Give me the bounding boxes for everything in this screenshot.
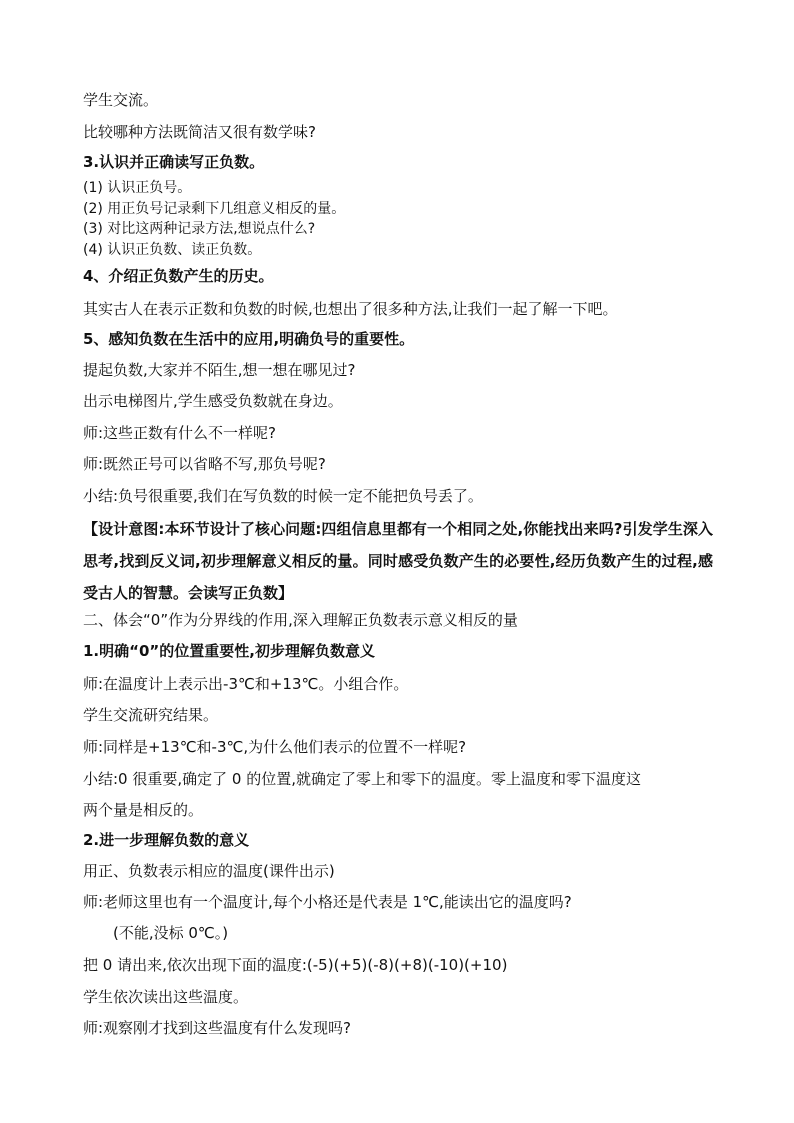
text-line: 其实古人在表示正数和负数的时候,也想出了很多种方法,让我们一起了解一下吧。 <box>83 300 618 318</box>
section-heading: 1.明确“0”的位置重要性,初步理解负数意义 <box>83 642 375 660</box>
section-heading: 3.认识并正确读写正负数。 <box>83 153 265 171</box>
text-line: 比较哪种方法既简洁又很有数学味? <box>83 123 316 141</box>
text-line: 学生交流。 <box>83 91 159 109</box>
text-line: 出示电梯图片,学生感受负数就在身边。 <box>83 392 343 410</box>
section-heading: 5、感知负数在生活中的应用,明确负号的重要性。 <box>83 330 415 348</box>
text-line: 师:这些正数有什么不一样呢? <box>83 424 277 442</box>
text-line: 师:老师这里也有一个温度计,每个小格还是代表是 1℃,能读出它的温度吗? <box>83 893 572 911</box>
list-item: (4) 认识正负数、读正负数。 <box>83 242 262 258</box>
text-line: 师:同样是+13℃和-3℃,为什么他们表示的位置不一样呢? <box>83 738 467 756</box>
text-line: 小结:0 很重要,确定了 0 的位置,就确定了零上和零下的温度。零上温度和零下温度这 <box>83 770 641 788</box>
text-line: 师:在温度计上表示出-3℃和+13℃。小组合作。 <box>83 675 409 693</box>
text-line: 把 0 请出来,依次出现下面的温度:(-5)(+5)(-8)(+8)(-10)(+10) <box>83 956 508 974</box>
section-heading: 2.进一步理解负数的意义 <box>83 831 250 849</box>
text-line: 小结:负号很重要,我们在写负数的时候一定不能把负号丢了。 <box>83 487 483 505</box>
text-line: 师:既然正号可以省略不写,那负号呢? <box>83 455 326 473</box>
text-line: 提起负数,大家并不陌生,想一想在哪见过? <box>83 361 356 379</box>
list-item: (3) 对比这两种记录方法,想说点什么? <box>83 221 316 237</box>
list-item: (2) 用正负号记录剩下几组意义相反的量。 <box>83 201 346 217</box>
text-line: 学生依次读出这些温度。 <box>83 988 249 1006</box>
text-line: 师:观察刚才找到这些温度有什么发现吗? <box>83 1019 352 1037</box>
text-line: 两个量是相反的。 <box>83 801 204 819</box>
section-heading: 4、介绍正负数产生的历史。 <box>83 267 274 285</box>
section-heading: 二、体会“0”作为分界线的作用,深入理解正负数表示意义相反的量 <box>83 611 518 629</box>
design-intent-note: 【设计意图:本环节设计了核心问题:四组信息里都有一个相同之处,你能找出来吗?引发学生深入思考,找到反义词,初步理解意义相反的量。同时感受负数产生的必要性,经历负数产生的过程,感受古人的智慧。会读写正负数】 <box>83 520 713 602</box>
text-line: 学生交流研究结果。 <box>83 706 219 724</box>
text-line: (不能,没标 0℃。) <box>113 924 229 942</box>
text-line: 用正、负数表示相应的温度(课件出示) <box>83 862 335 880</box>
list-item: (1) 认识正负号。 <box>83 180 192 196</box>
